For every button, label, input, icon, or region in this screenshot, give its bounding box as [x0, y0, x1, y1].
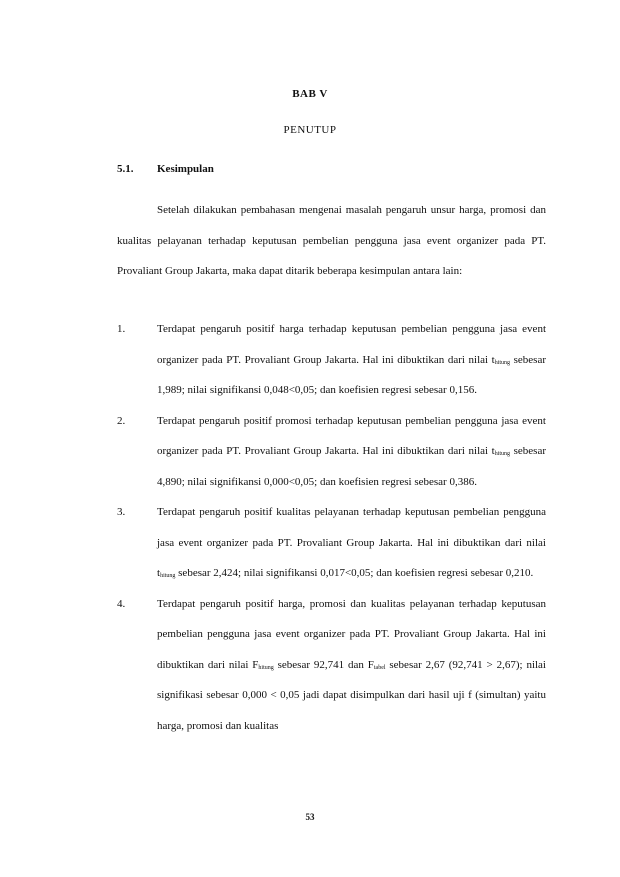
text-segment: sebesar 2,424; nilai signifikansi 0,017<0,05; dan koefisien regresi sebesar 0,210. — [175, 567, 534, 579]
list-item — [117, 589, 546, 742]
conclusion-list — [117, 314, 546, 741]
text-segment: Terdapat pengaruh positif harga, promosi dan kualitas pelayanan terhadap keputusan pembelian pengguna jasa event organizer pada PT. Provaliant Group Jakarta. Hal ini dibuktikan dari nilai F — [157, 597, 546, 671]
text-segment: sebesar 4,890; nilai signifikansi 0,000<0,05; dan koefisien regresi sebesar 0,386. — [157, 445, 546, 488]
page-number: 53 — [305, 812, 315, 822]
list-item — [117, 314, 546, 406]
text-segment: Terdapat pengaruh positif harga terhadap keputusan pembelian pengguna jasa event organizer pada PT. Provaliant Group Jakarta. Hal ini dibuktikan dari nilai t — [157, 323, 546, 366]
subscript: hitung — [160, 573, 176, 579]
list-item-text — [157, 314, 546, 406]
text-segment: sebesar 92,741 dan F — [273, 658, 374, 671]
text-segment: Terdapat pengaruh positif kualitas pelayanan terhadap keputusan pembelian pengguna jasa event organizer pada PT. Provaliant Group Jakarta. Hal ini dibuktikan dari nilai t — [157, 506, 546, 579]
list-item-number: 2. — [117, 414, 126, 427]
subscript: tabel — [373, 664, 386, 671]
section-title: Kesimpulan — [157, 163, 214, 175]
section-number: 5.1. — [117, 163, 134, 175]
list-item-text — [157, 497, 546, 589]
list-item-number: 1. — [117, 323, 126, 335]
list-item-number: 4. — [117, 597, 126, 610]
subscript: hitung — [494, 359, 511, 366]
chapter-heading: BAB V — [292, 88, 328, 100]
intro-paragraph: Setelah dilakukan pembahasan mengenai masalah pengaruh unsur harga, promosi dan kualitas pelayanan terhadap keputusan pembelian pengguna jasa event organizer pada PT. Provaliant Group Jakarta, maka dapat ditarik beberapa kesimpulan antara lain: — [117, 204, 546, 277]
list-item-text — [157, 589, 546, 742]
list-item — [117, 497, 546, 589]
section-heading — [117, 163, 214, 175]
subscript: hitung — [494, 451, 511, 457]
list-item — [117, 406, 546, 498]
text-segment: sebesar 1,989; nilai signifikansi 0,048<0,05; dan koefisien regresi sebesar 0,156. — [157, 353, 546, 396]
list-item-text — [157, 406, 546, 498]
text-segment: Terdapat pengaruh positif promosi terhadap keputusan pembelian pengguna jasa event organizer pada PT. Provaliant Group Jakarta. Hal ini dibuktikan dari nilai t — [157, 414, 546, 457]
text-segment: sebesar 2,67 (92,741 > 2,67); nilai signifikasi sebesar 0,000 < 0,05 jadi dapat disimpulkan dari hasil uji f (simultan) yaitu harga, promosi dan kualitas — [157, 658, 546, 732]
chapter-title: PENUTUP — [283, 124, 337, 136]
subscript: hitung — [258, 664, 274, 671]
list-item-number: 3. — [117, 506, 126, 518]
